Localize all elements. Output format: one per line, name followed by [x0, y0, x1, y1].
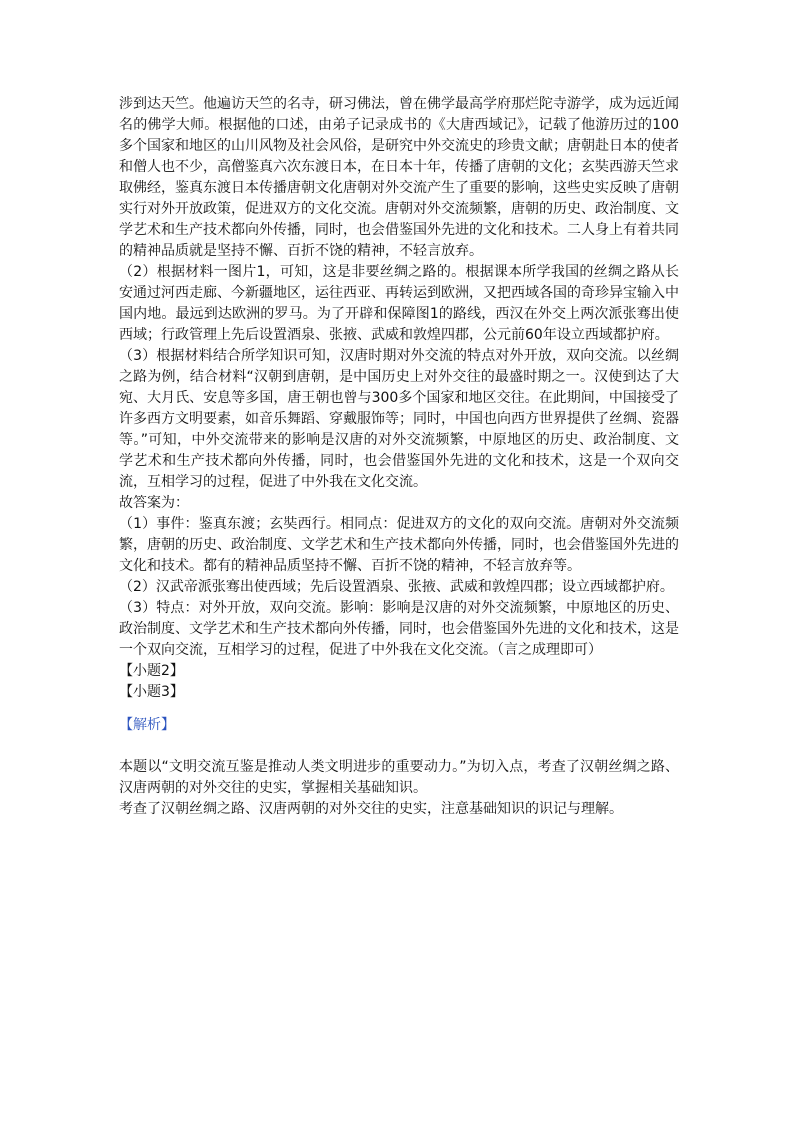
- answer-paragraph-1: 涉到达天竺。他遍访天竺的名寺，研习佛法，曾在佛学最高学府那烂陀寺游学，成为远近闻名的佛学大师。根据他的口述，由弟子记录成书的《大唐西域记》，记载了他游历过的100多个国家和地区的山川风物及社会风俗，是研究中外交流史的珍贵文献；唐朝赴日本的使者和僧人也不少，高僧鉴真六次东渡日本，在日本十年，传播了唐朝的文化；玄奘西游天竺求取佛经，鉴真东渡日本传播唐朝文化唐朝对外交流产生了重要的影响，这些史实反映了唐朝实行对外开放政策，促进双方的文化交流。唐朝对外交流频繁，唐朝的历史、政治制度、文学艺术和生产技术都向外传播，同时，也会借鉴国外先进的文化和技术。二人身上有着共同的精神品质就是坚持不懈、百折不饶的精神，不轻言放弃。: [119, 96, 679, 259]
- subquestion-3-label: 【小题3】: [119, 684, 184, 700]
- answer-item-2: （2）汉武帝派张骞出使西域；先后设置酒泉、张掖、武威和敦煌四郡；设立西域都护府。: [119, 579, 674, 595]
- analysis-paragraph-1: 本题以“文明交流互鉴是推动人类文明进步的重要动力。”为切入点，考查了汉朝丝绸之路、汉唐两朝的对外交往的史实，掌握相关基础知识。: [119, 759, 679, 796]
- answer-paragraph-2: （2）根据材料一图片1，可知，这是非要丝绸之路的。根据课本所学我国的丝绸之路从长安通过河西走廊、今新疆地区，运往西亚、再转运到欧洲，又把西域各国的奇珍异宝输入中国内地。最远到达欧洲的罗马。为了开辟和保障图1的路线，西汉在外交上两次派张骞出使西域；行政管理上先后设置酒泉、张掖、武威和敦煌四郡，公元前60年设立西域都护府。: [119, 264, 679, 343]
- analysis-paragraph-2: 考查了汉朝丝绸之路、汉唐两朝的对外交往的史实，注意基础知识的识记与理解。: [119, 801, 623, 817]
- subquestion-2-label: 【小题2】: [119, 663, 184, 679]
- answer-paragraph-3: （3）根据材料结合所学知识可知，汉唐时期对外交流的特点对外开放，双向交流。以丝绸之路为例，结合材料“汉朝到唐朝，是中国历史上对外交往的最盛时期之一。汉使到达了大宛、大月氏、安息等多国，唐王朝也曾与300多个国家和地区交往。在此期间，中国接受了许多西方文明要素，如音乐舞蹈、穿戴服饰等；同时，中国也向西方世界提供了丝绸、瓷器等。”可知，中外交流带来的影响是汉唐的对外交流频繁，中原地区的历史、政治制度、文学艺术和生产技术都向外传播，同时，也会借鉴国外先进的文化和技术，这是一个双向交流，互相学习的过程，促进了中外我在文化交流。: [119, 348, 679, 490]
- analysis-heading: 【解析】: [119, 717, 175, 733]
- spacer: [119, 736, 679, 757]
- answer-label: 故答案为：: [119, 495, 189, 511]
- document-page: [119, 94, 679, 820]
- answer-item-3: （3）特点：对外开放，双向交流。影响：影响是汉唐的对外交流频繁，中原地区的历史、政治制度、文学艺术和生产技术都向外传播，同时，也会借鉴国外先进的文化和技术，这是一个双向交流，互相学习的过程，促进了中外我在文化交流。（言之成理即可）: [119, 600, 679, 658]
- spacer: [119, 703, 679, 715]
- answer-item-1: （1）事件：鉴真东渡；玄奘西行。相同点：促进双方的文化的双向交流。唐朝对外交流频繁，唐朝的历史、政治制度、文学艺术和生产技术都向外传播，同时，也会借鉴国外先进的文化和技术。都有的精神品质坚持不懈、百折不饶的精神，不轻言放弃等。: [119, 516, 679, 574]
